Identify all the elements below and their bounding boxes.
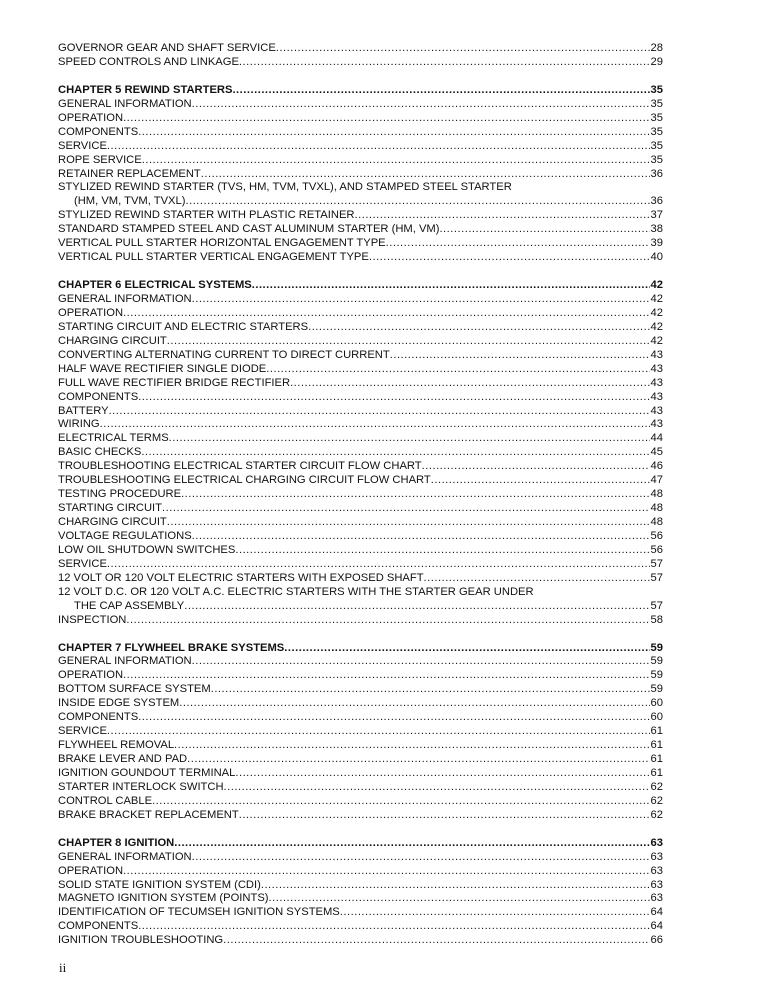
toc-entry-title: FULL WAVE RECTIFIER BRIDGE RECTIFIER	[58, 376, 291, 389]
dot-leader	[123, 865, 649, 879]
toc-page-number: 63	[650, 878, 663, 891]
toc-entry[interactable]	[58, 906, 663, 920]
toc-page-number: 39	[650, 237, 663, 250]
toc-page-number: 43	[650, 348, 663, 361]
toc-entry-title: STYLIZED REWIND STARTER (TVS, HM, TVM, TVXL), AND STAMPED STEEL STARTER	[58, 181, 512, 194]
toc-entry[interactable]	[58, 349, 663, 363]
toc-entry[interactable]	[58, 809, 663, 823]
toc-page-number: 62	[650, 780, 663, 793]
dot-leader	[138, 126, 649, 140]
dot-leader	[290, 377, 649, 391]
toc-page-number: 66	[650, 934, 663, 947]
chapter-heading[interactable]	[58, 84, 663, 98]
dot-leader	[439, 223, 649, 237]
toc-entry-title: GENERAL INFORMATION	[58, 655, 192, 668]
dot-leader	[179, 697, 649, 711]
dot-leader	[211, 683, 650, 697]
toc-page-number: 63	[650, 836, 663, 849]
toc-entry-title: (HM, VM, TVM, TVXL)	[74, 195, 186, 208]
toc-entry[interactable]	[58, 307, 663, 321]
dot-leader	[138, 920, 649, 934]
toc-entry-title: HALF WAVE RECTIFIER SINGLE DIODE	[58, 362, 267, 375]
toc-page-number: 40	[650, 251, 663, 264]
table-of-contents	[58, 42, 663, 948]
toc-entry[interactable]	[58, 572, 663, 586]
dot-leader	[223, 934, 649, 948]
toc-entry[interactable]	[58, 614, 663, 628]
toc-page-number: 37	[650, 209, 663, 222]
toc-entry-title: CHAPTER 6 ELECTRICAL SYSTEMS	[58, 279, 252, 292]
toc-entry[interactable]	[58, 237, 663, 251]
dot-leader	[355, 209, 650, 223]
toc-page-number: 42	[650, 293, 663, 305]
dot-leader	[192, 530, 650, 544]
toc-entry[interactable]	[58, 920, 663, 934]
toc-entry-title: STARTING CIRCUIT AND ELECTRIC STARTERS	[58, 320, 309, 333]
toc-entry[interactable]	[58, 126, 663, 140]
toc-entry-title: INSPECTION	[58, 613, 127, 626]
dot-leader	[141, 446, 649, 460]
toc-entry-first-line[interactable]	[58, 586, 663, 600]
toc-page-number: 60	[650, 697, 663, 710]
toc-entry[interactable]	[58, 418, 663, 432]
dot-leader	[107, 558, 650, 572]
page-number-footer: ii	[59, 960, 67, 975]
dot-leader	[261, 879, 650, 893]
dot-leader	[192, 851, 650, 865]
dot-leader	[109, 405, 650, 419]
dot-leader	[162, 502, 650, 516]
toc-page-number: 61	[650, 753, 663, 765]
toc-entry[interactable]	[58, 502, 663, 516]
toc-entry[interactable]	[58, 446, 663, 460]
toc-entry-title: STARTING CIRCUIT	[58, 502, 163, 515]
dot-leader	[232, 84, 649, 98]
toc-entry[interactable]	[58, 195, 663, 209]
dot-leader	[181, 488, 649, 502]
dot-leader	[284, 642, 649, 656]
toc-page-number: 43	[650, 404, 663, 417]
toc-entry-title: COMPONENTS	[58, 125, 139, 138]
dot-leader	[276, 42, 650, 56]
toc-entry[interactable]	[58, 321, 663, 335]
dot-leader	[100, 418, 650, 432]
dot-leader	[185, 195, 649, 209]
dot-leader	[107, 140, 650, 154]
toc-entry[interactable]	[58, 934, 663, 948]
toc-entry-title: TROUBLESHOOTING ELECTRICAL STARTER CIRCUIT FLOW CHART	[58, 460, 422, 473]
dot-leader	[424, 572, 650, 586]
dot-leader	[235, 767, 649, 781]
toc-entry[interactable]	[58, 725, 663, 739]
toc-entry[interactable]	[58, 544, 663, 558]
dot-leader	[169, 432, 650, 446]
toc-entry-title: BRAKE LEVER AND PAD	[58, 753, 188, 765]
toc-page-number: 35	[650, 83, 663, 96]
toc-entry[interactable]	[58, 669, 663, 683]
toc-entry-title: IGNITION TROUBLESHOOTING	[58, 934, 224, 947]
dot-leader	[107, 725, 650, 739]
toc-entry[interactable]	[58, 154, 663, 168]
dot-leader	[126, 614, 649, 628]
toc-entry[interactable]	[58, 683, 663, 697]
toc-entry[interactable]	[58, 432, 663, 446]
toc-entry-title: COMPONENTS	[58, 920, 139, 933]
toc-page-number: 46	[650, 460, 663, 473]
dot-leader	[386, 237, 650, 251]
toc-entry[interactable]	[58, 405, 663, 419]
toc-entry[interactable]	[58, 600, 663, 614]
toc-entry-title: IGNITION GOUNDOUT TERMINAL	[58, 766, 236, 779]
toc-entry-title: CHAPTER 8 IGNITION	[58, 836, 175, 849]
toc-page-number: 57	[650, 571, 663, 584]
toc-entry-title: CHARGING CIRCUIT	[58, 334, 167, 347]
toc-page-number: 29	[650, 55, 663, 68]
dot-leader	[422, 460, 650, 474]
toc-entry[interactable]	[58, 558, 663, 572]
toc-page-number: 56	[650, 543, 663, 556]
toc-entry-title: STYLIZED REWIND STARTER WITH PLASTIC RETAINER	[58, 209, 355, 222]
dot-leader	[239, 809, 650, 823]
toc-entry-title: TROUBLESHOOTING ELECTRICAL CHARGING CIRCUIT FLOW CHART	[58, 474, 431, 487]
toc-entry-title: STANDARD STAMPED STEEL AND CAST ALUMINUM STARTER (HM, VM)	[58, 223, 440, 236]
toc-page-number: 64	[650, 920, 663, 933]
toc-entry-title: OPERATION	[58, 306, 124, 319]
chapter-heading[interactable]	[58, 279, 663, 293]
toc-page-number: 64	[650, 906, 663, 919]
toc-page-number: 48	[650, 502, 663, 515]
chapter-heading[interactable]	[58, 837, 663, 851]
toc-page-number: 56	[650, 529, 663, 542]
toc-page-number: 61	[650, 739, 663, 752]
toc-entry-title: BRAKE BRACKET REPLACEMENT	[58, 808, 239, 821]
toc-entry-title: BATTERY	[58, 404, 109, 417]
toc-page-number: 48	[650, 488, 663, 501]
dot-leader	[390, 349, 650, 363]
toc-entry[interactable]	[58, 460, 663, 474]
toc-page-number: 62	[650, 808, 663, 821]
toc-page-number: 43	[650, 390, 663, 403]
dot-leader	[308, 321, 649, 335]
toc-entry[interactable]	[58, 377, 663, 391]
toc-page-number: 57	[650, 599, 663, 612]
toc-entry-title: LOW OIL SHUTDOWN SWITCHES	[58, 543, 236, 556]
toc-entry[interactable]	[58, 42, 663, 56]
toc-page-number: 36	[650, 195, 663, 208]
toc-entry[interactable]	[58, 474, 663, 488]
toc-entry[interactable]	[58, 293, 663, 307]
toc-page-number: 35	[650, 153, 663, 166]
dot-leader	[123, 307, 649, 321]
toc-entry[interactable]	[58, 865, 663, 879]
dot-leader	[239, 56, 650, 70]
toc-entry-title: OPERATION	[58, 669, 124, 682]
toc-entry[interactable]	[58, 767, 663, 781]
dot-leader	[266, 363, 649, 377]
toc-entry[interactable]	[58, 892, 663, 906]
toc-entry-title: CONVERTING ALTERNATING CURRENT TO DIRECT CURRENT	[58, 348, 390, 361]
section-spacer	[58, 823, 663, 837]
toc-page-number: 42	[650, 279, 663, 292]
toc-page-number: 35	[650, 125, 663, 138]
dot-leader	[174, 739, 650, 753]
section-spacer	[58, 628, 663, 642]
toc-page-number: 59	[650, 669, 663, 682]
toc-page-number: 35	[650, 97, 663, 110]
dot-leader	[192, 293, 650, 307]
toc-entry-first-line[interactable]	[58, 181, 663, 195]
toc-entry[interactable]	[58, 363, 663, 377]
toc-page-number: 38	[650, 223, 663, 236]
dot-leader	[431, 474, 650, 488]
toc-entry-title: SERVICE	[58, 557, 107, 570]
dot-leader	[201, 168, 650, 182]
toc-entry-title: BASIC CHECKS	[58, 446, 142, 459]
toc-entry-title: SERVICE	[58, 725, 107, 738]
toc-entry-title: MAGNETO IGNITION SYSTEM (POINTS)	[58, 892, 269, 905]
dot-leader	[184, 600, 649, 614]
toc-page-number: 42	[650, 306, 663, 319]
toc-entry[interactable]	[58, 98, 663, 112]
dot-leader	[138, 391, 649, 405]
section-spacer	[58, 265, 663, 279]
toc-entry[interactable]	[58, 488, 663, 502]
toc-page-number: 61	[650, 766, 663, 779]
dot-leader	[252, 279, 650, 293]
toc-entry[interactable]	[58, 112, 663, 126]
toc-entry-title: SOLID STATE IGNITION SYSTEM (CDI)	[58, 878, 261, 891]
toc-entry[interactable]	[58, 781, 663, 795]
section-spacer	[58, 70, 663, 84]
toc-entry[interactable]	[58, 655, 663, 669]
toc-entry-title: COMPONENTS	[58, 390, 139, 403]
dot-leader	[174, 837, 649, 851]
toc-page-number: 63	[650, 850, 663, 863]
toc-entry-title: VOLTAGE REGULATIONS	[58, 529, 192, 542]
toc-page-number: 28	[650, 42, 663, 54]
toc-entry-title: GOVERNOR GEAR AND SHAFT SERVICE	[58, 42, 276, 54]
toc-page-number: 45	[650, 446, 663, 459]
toc-entry[interactable]	[58, 697, 663, 711]
toc-entry-title: FLYWHEEL REMOVAL	[58, 739, 175, 752]
toc-page-number: 60	[650, 711, 663, 724]
toc-entry[interactable]	[58, 851, 663, 865]
dot-leader	[167, 335, 650, 349]
toc-entry[interactable]	[58, 209, 663, 223]
toc-entry-title: CHARGING CIRCUIT	[58, 516, 167, 528]
toc-entry-title: GENERAL INFORMATION	[58, 97, 192, 110]
toc-entry[interactable]	[58, 56, 663, 70]
toc-entry-title: VERTICAL PULL STARTER VERTICAL ENGAGEMENT TYPE	[58, 251, 369, 264]
toc-page-number: 62	[650, 794, 663, 807]
toc-entry-title: TESTING PROCEDURE	[58, 488, 182, 501]
dot-leader	[269, 892, 650, 906]
toc-entry-title: GENERAL INFORMATION	[58, 293, 192, 305]
toc-entry-title: SPEED CONTROLS AND LINKAGE	[58, 55, 239, 68]
toc-entry[interactable]	[58, 335, 663, 349]
toc-entry-title: OPERATION	[58, 111, 124, 124]
toc-page-number: 48	[650, 516, 663, 528]
toc-entry-title: BOTTOM SURFACE SYSTEM	[58, 683, 211, 696]
toc-entry[interactable]	[58, 530, 663, 544]
dot-leader	[369, 251, 650, 265]
toc-page-number: 42	[650, 334, 663, 347]
toc-page-number: 63	[650, 892, 663, 905]
dot-leader	[123, 669, 649, 683]
toc-entry-title: CONTROL CABLE	[58, 794, 153, 807]
toc-entry-title: CHAPTER 5 REWIND STARTERS	[58, 83, 233, 96]
toc-entry-title: WIRING	[58, 418, 100, 431]
toc-entry-title: GENERAL INFORMATION	[58, 850, 192, 863]
dot-leader	[224, 781, 650, 795]
toc-page-number: 61	[650, 725, 663, 738]
dot-leader	[192, 98, 650, 112]
dot-leader	[142, 154, 650, 168]
toc-page-number: 35	[650, 111, 663, 124]
toc-entry[interactable]	[58, 223, 663, 237]
toc-entry-title: THE CAP ASSEMBLY	[74, 599, 185, 612]
dot-leader	[123, 112, 649, 126]
toc-entry-title: VERTICAL PULL STARTER HORIZONTAL ENGAGEMENT TYPE	[58, 237, 386, 250]
toc-page-number: 59	[650, 655, 663, 668]
toc-page-number: 44	[650, 432, 663, 445]
toc-entry-title: 12 VOLT OR 120 VOLT ELECTRIC STARTERS WITH EXPOSED SHAFT	[58, 571, 424, 584]
toc-page-number: 43	[650, 376, 663, 389]
toc-entry[interactable]	[58, 516, 663, 530]
toc-entry[interactable]	[58, 795, 663, 809]
toc-entry-title: ELECTRICAL TERMS	[58, 432, 169, 445]
toc-page-number: 35	[650, 139, 663, 152]
toc-page-number: 59	[650, 683, 663, 696]
toc-entry[interactable]	[58, 168, 663, 182]
toc-entry[interactable]	[58, 251, 663, 265]
toc-entry-title: OPERATION	[58, 864, 124, 877]
dot-leader	[340, 906, 650, 920]
toc-page-number: 43	[650, 418, 663, 431]
toc-entry-title: CHAPTER 7 FLYWHEEL BRAKE SYSTEMS	[58, 641, 285, 654]
toc-entry[interactable]	[58, 711, 663, 725]
chapter-heading[interactable]	[58, 642, 663, 656]
toc-entry-title: 12 VOLT D.C. OR 120 VOLT A.C. ELECTRIC STARTERS WITH THE STARTER GEAR UNDER	[58, 585, 534, 598]
toc-page-number: 36	[650, 167, 663, 180]
toc-page-number: 63	[650, 864, 663, 877]
toc-entry-title: SERVICE	[58, 139, 107, 152]
toc-entry-title: IDENTIFICATION OF TECUMSEH IGNITION SYSTEMS	[58, 906, 340, 919]
toc-page-number: 58	[650, 613, 663, 626]
dot-leader	[192, 655, 650, 669]
toc-entry-title: RETAINER REPLACEMENT	[58, 167, 201, 180]
toc-entry-title: ROPE SERVICE	[58, 153, 142, 166]
toc-entry[interactable]	[58, 753, 663, 767]
dot-leader	[138, 711, 649, 725]
dot-leader	[152, 795, 649, 809]
toc-entry[interactable]	[58, 879, 663, 893]
toc-entry[interactable]	[58, 391, 663, 405]
dot-leader	[187, 753, 649, 767]
toc-page-number: 47	[650, 474, 663, 487]
toc-entry[interactable]	[58, 140, 663, 154]
toc-entry-title: STARTER INTERLOCK SWITCH	[58, 780, 224, 793]
toc-page-number: 57	[650, 557, 663, 570]
dot-leader	[235, 544, 649, 558]
toc-page-number: 42	[650, 320, 663, 333]
toc-entry[interactable]	[58, 739, 663, 753]
toc-entry-title: COMPONENTS	[58, 711, 139, 724]
toc-entry-title: INSIDE EDGE SYSTEM	[58, 697, 180, 710]
toc-page-number: 43	[650, 362, 663, 375]
dot-leader	[167, 516, 650, 530]
toc-page-number: 59	[650, 641, 663, 654]
